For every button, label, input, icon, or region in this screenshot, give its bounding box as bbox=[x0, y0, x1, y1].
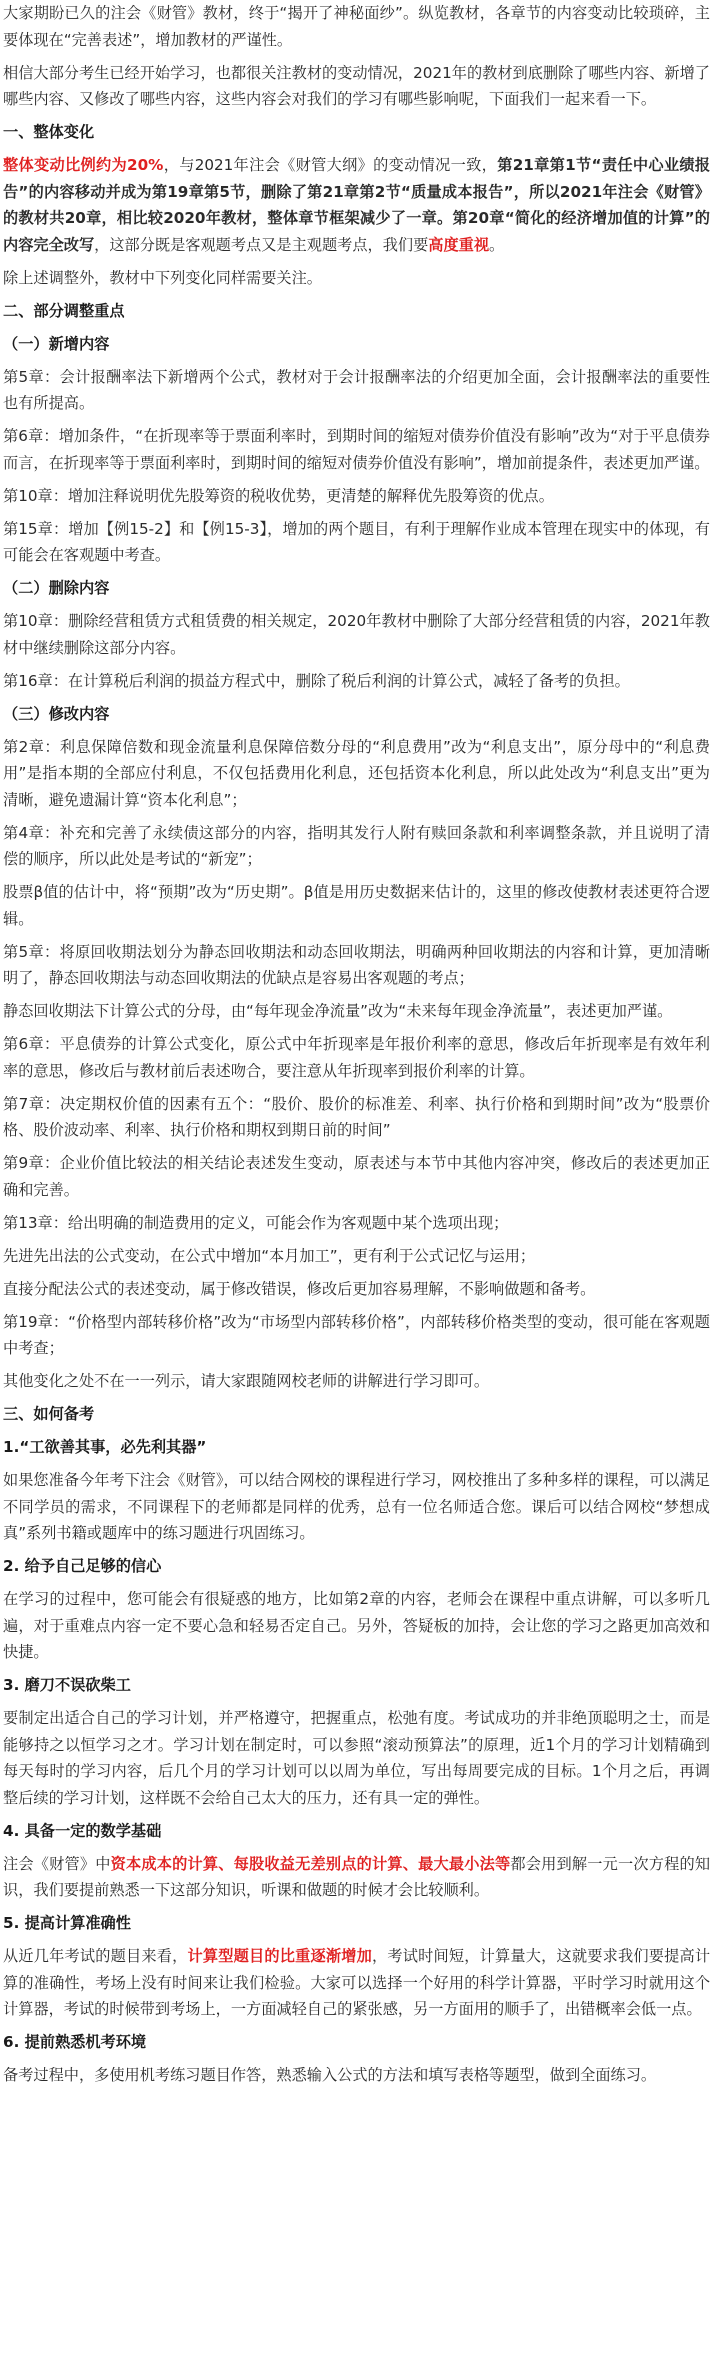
text-run: 第7章：决定期权价值的因素有五个：“股价、股价的标准差、利率、执行价格和到期时间”改为“股票价格、股价波动率、利率、执行价格和期权到期日前的时间” bbox=[3, 1094, 710, 1139]
paragraph bbox=[3, 939, 710, 992]
text-run: 第5章：会计报酬率法下新增两个公式，教材对于会计报酬率法的介绍更加全面，会计报酬率法的重要性也有所提高。 bbox=[3, 367, 710, 412]
paragraph bbox=[3, 1243, 710, 1270]
section-heading bbox=[3, 1672, 710, 1699]
text-run: 第4章：补充和完善了永续债这部分的内容，指明其发行人附有赎回条款和利率调整条款，并且说明了清偿的顺序，所以此处是考试的“新宠”； bbox=[3, 823, 710, 868]
text-run: 第19章：“价格型内部转移价格”改为“市场型内部转移价格”，内部转移价格类型的变动，很可能在客观题中考查； bbox=[3, 1312, 710, 1357]
section-heading bbox=[3, 298, 710, 325]
highlight-text: 计算型题目的比重逐渐增加 bbox=[187, 1947, 372, 1965]
text-run: 股票β值的估计中，将“预期”改为“历史期”。β值是用历史数据来估计的，这里的修改使教材表述更符合逻辑。 bbox=[3, 883, 710, 928]
text-run: （一）新增内容 bbox=[3, 334, 110, 353]
text-run: 6. 提前熟悉机考环境 bbox=[3, 2033, 147, 2051]
text-run: 。 bbox=[489, 235, 505, 254]
text-run: 第6章：平息债券的计算公式变化，原公式中年折现率是年报价利率的意思，修改后年折现率是有效年利率的意思，修改后与教材前后表述吻合，要注意从年折现率到报价利率的计算。 bbox=[3, 1035, 710, 1080]
text-run: 除上述调整外，教材中下列变化同样需要关注。 bbox=[3, 268, 322, 287]
paragraph bbox=[3, 60, 710, 113]
paragraph bbox=[3, 608, 710, 661]
highlight-text: 高度重视 bbox=[428, 235, 489, 254]
text-run: （三）修改内容 bbox=[3, 704, 110, 723]
paragraph bbox=[3, 1276, 710, 1303]
text-run: 都会用到解一元一次方程的知识，我们要提前熟悉一下这部分知识，听课和做题的时候才会比较顺利。 bbox=[3, 1854, 711, 1899]
section-heading bbox=[3, 575, 710, 602]
text-run: 静态回收期法下计算公式的分母，由“每年现金净流量”改为“未来每年现金净流量”，表述更加严谨。 bbox=[3, 1002, 673, 1020]
paragraph bbox=[3, 152, 710, 258]
paragraph bbox=[3, 998, 710, 1025]
paragraph bbox=[3, 483, 710, 510]
section-heading bbox=[3, 1910, 710, 1937]
text-run: 第5章：将原回收期法划分为静态回收期法和动态回收期法，明确两种回收期法的内容和计算，更加清晰明了，静态回收期法与动态回收期法的优缺点是容易出客观题的考点； bbox=[3, 942, 710, 987]
text-run: 第9章：企业价值比较法的相关结论表述发生变动，原表述与本节中其他内容冲突，修改后的表述更加正确和完善。 bbox=[3, 1154, 710, 1199]
text-run: 4. 具备一定的数学基础 bbox=[3, 1821, 162, 1840]
text-run: 3. 磨刀不误砍柴工 bbox=[3, 1676, 131, 1694]
section-heading bbox=[3, 1401, 710, 1428]
paragraph bbox=[3, 1368, 710, 1395]
paragraph bbox=[3, 516, 710, 569]
text-run: ，考试时间短，计算量大，这就要求我们要提高计算的准确性，考场上没有时间来让我们检验。大家可以选择一个好用的科学计算器，平时学习时就用这个计算器，考试的时候带到考场上，一方面减轻自己的紧张感，另一方面用的顺手了，出错概率会低一点。 bbox=[3, 1947, 711, 2018]
text-run: 第2章：利息保障倍数和现金流量利息保障倍数分母的“利息费用”改为“利息支出”，原分母中的“利息费用”是指本期的全部应付利息，不仅包括费用化利息，还包括资本化利息，所以此处改为“利息支出”更为清晰，避免遗漏计算“资本化利息”； bbox=[3, 737, 710, 809]
paragraph bbox=[3, 734, 710, 814]
section-heading bbox=[3, 331, 710, 358]
paragraph bbox=[3, 1851, 710, 1904]
paragraph bbox=[3, 1705, 710, 1811]
section-heading bbox=[3, 119, 710, 146]
text-run: （二）删除内容 bbox=[3, 579, 110, 597]
section-heading bbox=[3, 1434, 710, 1461]
text-run: 直接分配法公式的表述变动，属于修改错误，修改后更加容易理解，不影响做题和备考。 bbox=[3, 1279, 596, 1298]
paragraph bbox=[3, 1210, 710, 1237]
text-run: 先进先出法的公式变动，在公式中增加“本月加工”，更有利于公式记忆与运用； bbox=[3, 1246, 536, 1265]
paragraph bbox=[3, 423, 710, 476]
text-run: 1.“工欲善其事，必先利其器” bbox=[3, 1438, 207, 1456]
paragraph bbox=[3, 1031, 710, 1084]
paragraph bbox=[3, 820, 710, 873]
text-run: 如果您准备今年考下注会《财管》，可以结合网校的课程进行学习，网校推出了多种多样的课程，可以满足不同学员的需求，不同课程下的老师都是同样的优秀，总有一位名师适合您。课后可以结合网校“梦想成真”系列书籍或题库中的练习题进行巩固练习。 bbox=[3, 1471, 710, 1542]
paragraph bbox=[3, 1309, 710, 1362]
paragraph bbox=[3, 1943, 710, 2023]
section-heading bbox=[3, 2029, 710, 2056]
text-run: 三、如何备考 bbox=[3, 1405, 95, 1423]
highlight-text: 资本成本的计算、每股收益无差别点的计算、最大最小法等 bbox=[110, 1854, 511, 1873]
text-run: 要制定出适合自己的学习计划，并严格遵守，把握重点，松弛有度。考试成功的并非绝顶聪明之士，而是能够持之以恒学习之才。学习计划在制定时，可以参照“滚动预算法”的原理，近1个月的学习计划精确到每天每时的学习内容，后几个月的学习计划可以以周为单位，写出每周要完成的目标。1个月之后，再调整后续的学习计划，这样既不会给自己太大的压力，还有具一定的弹性。 bbox=[3, 1709, 710, 1807]
paragraph bbox=[3, 1150, 710, 1203]
text-run: 注会《财管》中 bbox=[3, 1854, 111, 1873]
text-run: ，与2021年注会《财管大纲》的变动情况一致， bbox=[163, 156, 498, 174]
paragraph bbox=[3, 1586, 710, 1666]
paragraph bbox=[3, 364, 710, 417]
text-run: 第10章：增加注释说明优先股筹资的税收优势，更清楚的解释优先股筹资的优点。 bbox=[3, 486, 554, 505]
text-run: 一、整体变化 bbox=[3, 123, 95, 141]
text-run: 5. 提高计算准确性 bbox=[3, 1914, 131, 1932]
text-run: 第10章：删除经营租赁方式租赁费的相关规定，2020年教材中删除了大部分经营租赁的内容，2021年教材中继续删除这部分内容。 bbox=[3, 612, 710, 657]
paragraph bbox=[3, 1467, 710, 1547]
paragraph bbox=[3, 668, 710, 695]
paragraph bbox=[3, 265, 710, 292]
bold-text: 第21章第1节“责任中心业绩报告”的内容移动并成为第19章第5节，删除了第21章第2节“质量成本报告”，所以2021年注会《财管》的教材共20章，相比较2020年教材，整体章节框架减少了一章。第20章“简化的经济增加值的计算”的内容完全改写 bbox=[3, 156, 711, 254]
text-run: 第16章：在计算税后利润的损益方程式中，删除了税后利润的计算公式，减轻了备考的负担。 bbox=[3, 671, 630, 690]
highlight-text: 整体变动比例约为20% bbox=[3, 156, 164, 174]
paragraph bbox=[3, 1091, 710, 1144]
text-run: 在学习的过程中，您可能会有很疑惑的地方，比如第2章的内容，老师会在课程中重点讲解，可以多听几遍，对于重难点内容一定不要心急和轻易否定自己。另外，答疑板的加持，会让您的学习之路更加高效和快捷。 bbox=[3, 1590, 710, 1661]
text-run: 2. 给予自己足够的信心 bbox=[3, 1557, 162, 1575]
paragraph bbox=[3, 2062, 710, 2089]
paragraph bbox=[3, 0, 710, 53]
text-run: 大家期盼已久的注会《财管》教材，终于“揭开了神秘面纱”。纵览教材，各章节的内容变动比较琐碎，主要体现在“完善表述”，增加教材的严谨性。 bbox=[3, 4, 710, 49]
text-run: 第6章：增加条件，“在折现率等于票面利率时，到期时间的缩短对债券价值没有影响”改为“对于平息债券而言，在折现率等于票面利率时，到期时间的缩短对债券价值没有影响”，增加前提条件，表述更加严谨。 bbox=[3, 427, 710, 472]
text-run: 相信大部分考生已经开始学习，也都很关注教材的变动情况，2021年的教材到底删除了哪些内容、新增了哪些内容、又修改了哪些内容，这些内容会对我们的学习有哪些影响呢，下面我们一起来看一下。 bbox=[3, 63, 710, 108]
text-run: 其他变化之处不在一一列示，请大家跟随网校老师的讲解进行学习即可。 bbox=[3, 1372, 489, 1390]
text-run: 第15章：增加【例15-2】和【例15-3】，增加的两个题目，有利于理解作业成本管理在现实中的体现，有可能会在客观题中考查。 bbox=[3, 519, 710, 564]
text-run: 第13章：给出明确的制造费用的定义，可能会作为客观题中某个选项出现； bbox=[3, 1213, 509, 1232]
text-run: ，这部分既是客观题考点又是主观题考点，我们要 bbox=[94, 235, 429, 254]
text-run: 从近几年考试的题目来看， bbox=[3, 1947, 188, 1965]
paragraph bbox=[3, 879, 710, 932]
section-heading bbox=[3, 1553, 710, 1580]
text-run: 备考过程中，多使用机考练习题目作答，熟悉输入公式的方法和填写表格等题型，做到全面练习。 bbox=[3, 2066, 657, 2084]
section-heading bbox=[3, 1818, 710, 1845]
text-run: 二、部分调整重点 bbox=[3, 301, 125, 320]
section-heading bbox=[3, 701, 710, 728]
